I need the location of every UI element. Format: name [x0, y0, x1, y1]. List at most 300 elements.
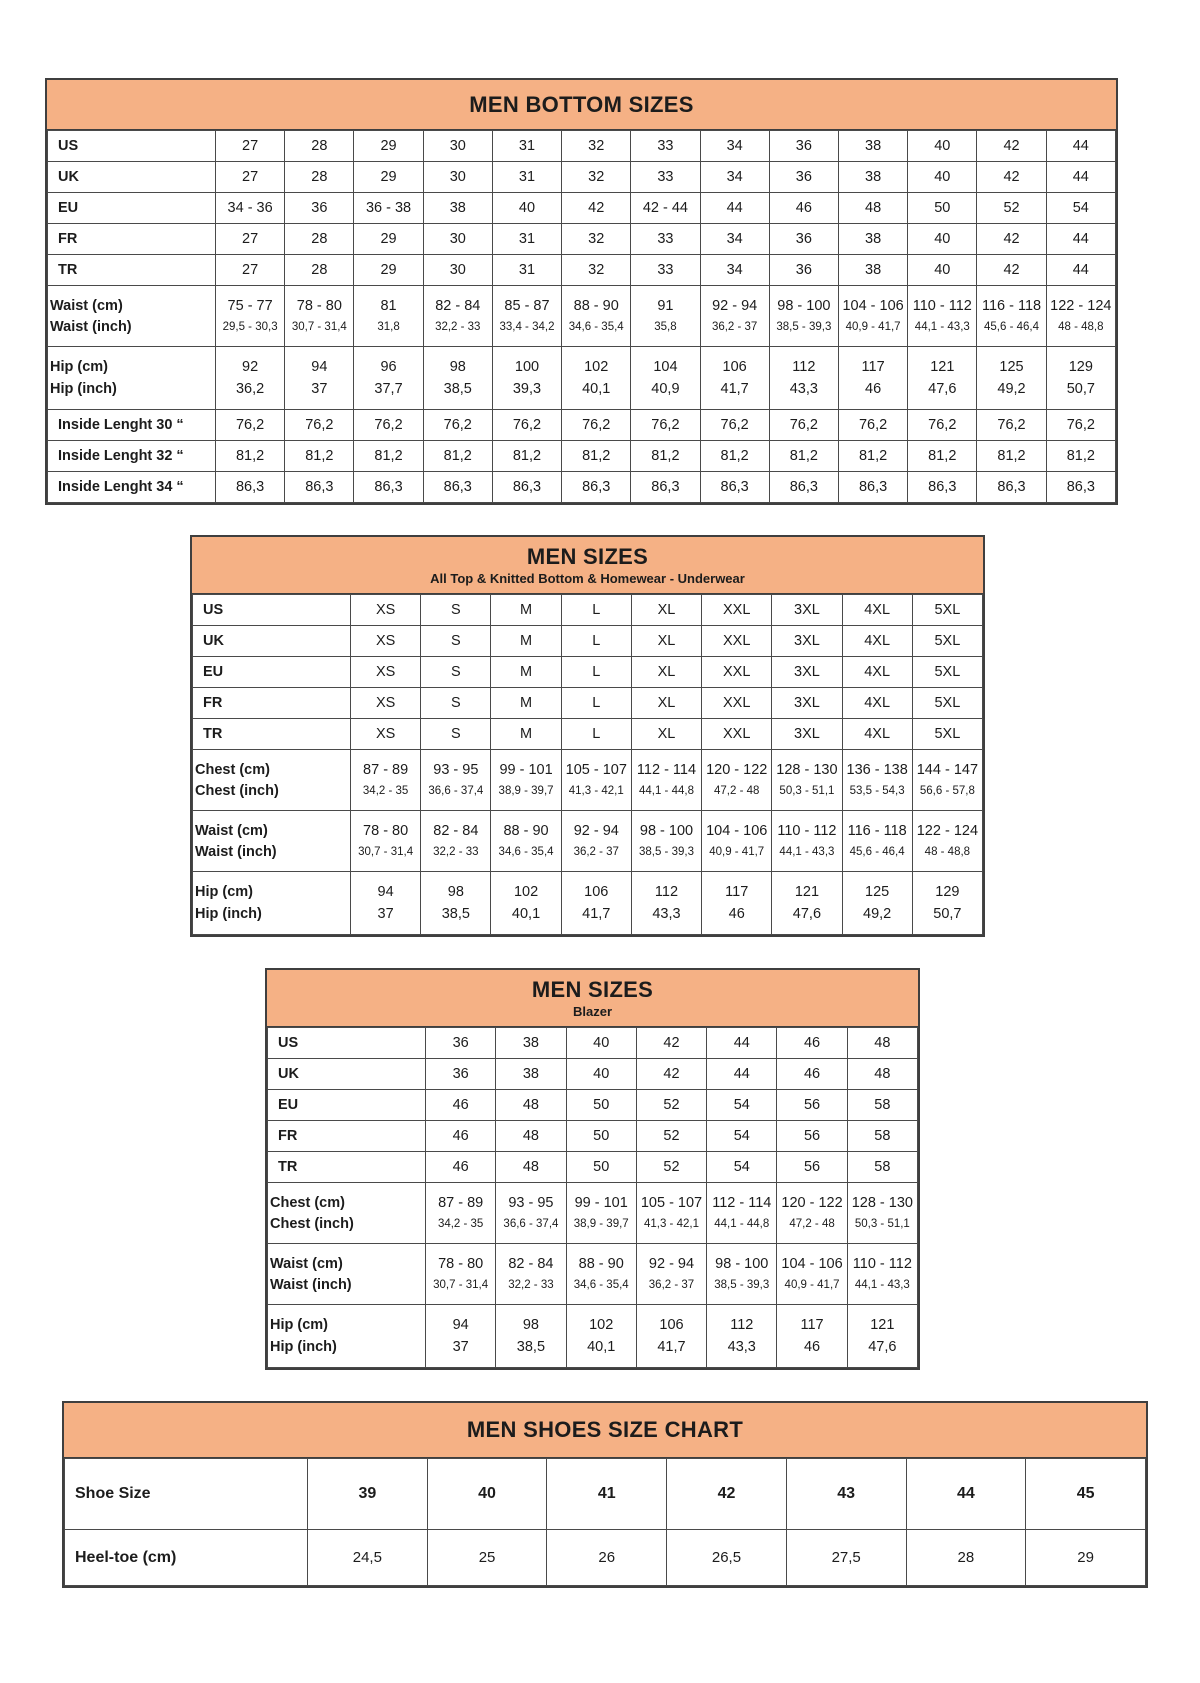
row-label-text: FR [58, 231, 78, 247]
table-row [268, 1090, 918, 1121]
size-value: 32 [588, 262, 605, 278]
size-cell [566, 1183, 636, 1244]
size-value: 3XL [794, 664, 820, 680]
size-value: 38,5 [441, 906, 470, 922]
size-value: 82 - 84 [508, 1256, 554, 1272]
size-cell [285, 224, 354, 255]
size-cell [631, 193, 700, 224]
size-value: 40,9 - 41,7 [784, 1279, 840, 1291]
size-value: 38 [522, 1066, 539, 1082]
row-label [268, 1059, 426, 1090]
size-cell [547, 1530, 667, 1586]
size-value: 76,2 [374, 417, 403, 433]
size-cell [216, 162, 285, 193]
size-value: 38,5 - 39,3 [638, 846, 694, 858]
size-value: 93 - 95 [508, 1195, 554, 1211]
size-value: 78 - 80 [296, 298, 342, 314]
size-value: L [592, 664, 601, 680]
size-value: 86,3 [443, 479, 472, 495]
size-cell [216, 347, 285, 410]
row-label [48, 410, 216, 441]
size-value: 33,4 - 34,2 [499, 321, 555, 333]
size-value: 30 [449, 231, 466, 247]
size-value: 58 [874, 1159, 891, 1175]
size-value: 48 [874, 1035, 891, 1051]
size-value: 44 [733, 1066, 750, 1082]
size-cell [847, 1244, 917, 1305]
size-cell [423, 472, 492, 503]
size-cell [636, 1028, 706, 1059]
size-value: 86,3 [858, 479, 888, 495]
size-cell [354, 410, 423, 441]
size-value: 33 [657, 231, 674, 247]
size-cell [496, 1244, 566, 1305]
size-value: 98 - 100 [715, 1256, 769, 1272]
size-value: 50,3 - 51,1 [779, 785, 835, 797]
size-cell [769, 224, 838, 255]
size-value: 110 - 112 [912, 298, 972, 314]
size-value: 46 [865, 381, 882, 397]
size-cell [496, 1305, 566, 1368]
row-label-text: Hip (cm) [270, 1317, 328, 1333]
row-label-text: Waist (inch) [195, 844, 277, 860]
size-value: 52 [663, 1097, 680, 1113]
size-cell [702, 719, 772, 750]
size-cell [354, 131, 423, 162]
size-cell [842, 688, 912, 719]
size-value: 76,2 [997, 417, 1026, 433]
size-cell [351, 657, 421, 688]
size-value: 37,7 [374, 381, 403, 397]
size-value: 4XL [864, 695, 891, 711]
size-value: 86,3 [789, 479, 818, 495]
size-value: 102 [584, 359, 609, 375]
size-value: 50 [593, 1097, 610, 1113]
size-value: 82 - 84 [433, 823, 479, 839]
size-cell [351, 750, 421, 811]
size-cell [702, 657, 772, 688]
size-value: 35,8 [654, 321, 677, 333]
size-value: 112 [654, 884, 679, 900]
row-label-text: Hip (cm) [50, 359, 108, 375]
size-cell [354, 224, 423, 255]
size-cell [496, 1152, 566, 1183]
size-cell [1046, 162, 1115, 193]
size-value: 88 - 90 [573, 298, 619, 314]
size-cell [285, 347, 354, 410]
size-value: 128 - 130 [776, 762, 838, 778]
size-value: 56,6 - 57,8 [919, 785, 975, 797]
size-cell [491, 719, 561, 750]
size-value: 36 - 38 [365, 200, 412, 216]
size-value: 86,3 [305, 479, 334, 495]
size-cell [216, 131, 285, 162]
size-value: 106 [659, 1317, 684, 1333]
size-value: 86,3 [582, 479, 611, 495]
size-cell [769, 347, 838, 410]
table-row [193, 595, 983, 626]
table-row [65, 1459, 1146, 1530]
size-cell [285, 472, 354, 503]
size-value: 34 [726, 231, 743, 247]
size-cell [707, 1152, 777, 1183]
size-cell [700, 224, 769, 255]
size-cell [700, 162, 769, 193]
size-value: 105 - 107 [640, 1195, 703, 1211]
size-value: 48 [522, 1097, 539, 1113]
row-label-text: Chest (cm) [195, 762, 270, 778]
size-cell [562, 255, 631, 286]
men-shoes-size-chart-table [62, 1401, 1148, 1588]
table-row [65, 1530, 1146, 1586]
size-cell [492, 286, 561, 347]
size-value: 42 [588, 200, 605, 216]
size-value: 85 - 87 [504, 298, 550, 314]
size-cell [636, 1152, 706, 1183]
table-subtitle: Blazer [572, 1004, 613, 1019]
size-value: 48 [874, 1066, 891, 1082]
table-row [193, 811, 983, 872]
size-value: 39 [358, 1485, 377, 1502]
size-cell [426, 1059, 496, 1090]
size-value: 50 [934, 200, 951, 216]
table-row [193, 719, 983, 750]
size-value: L [592, 726, 601, 742]
size-value: 25 [478, 1548, 496, 1566]
row-label [268, 1121, 426, 1152]
men-sizes-blazer-grid [267, 1027, 918, 1368]
size-cell [631, 224, 700, 255]
size-value: 136 - 138 [846, 762, 908, 778]
size-cell [354, 472, 423, 503]
size-value: 40,1 [582, 381, 611, 397]
size-value: 76,2 [305, 417, 334, 433]
size-cell [772, 595, 842, 626]
table-row [48, 162, 1116, 193]
size-value: 36 [795, 262, 812, 278]
size-value: 39,3 [512, 381, 542, 397]
size-cell [977, 162, 1046, 193]
size-value: 38,5 [443, 381, 472, 397]
size-value: 36 [795, 231, 812, 247]
size-cell [308, 1530, 428, 1586]
size-value: 104 - 106 [781, 1256, 843, 1272]
table-row [268, 1305, 918, 1368]
size-value: 44,1 - 43,3 [854, 1279, 910, 1291]
size-value: XS [375, 726, 396, 742]
size-value: 31 [518, 169, 536, 185]
size-value: 45,6 - 46,4 [849, 846, 905, 858]
row-label [48, 193, 216, 224]
size-cell [707, 1121, 777, 1152]
table-subtitle: All Top & Knitted Bottom & Homewear - Underwear [430, 571, 745, 586]
size-value: 38 [865, 138, 882, 154]
size-cell [566, 1244, 636, 1305]
size-cell [426, 1090, 496, 1121]
size-cell [838, 472, 907, 503]
size-value: 38,9 - 39,7 [573, 1218, 629, 1230]
size-cell [838, 162, 907, 193]
size-cell [772, 750, 842, 811]
size-value: 40 [934, 169, 951, 185]
size-value: XL [657, 726, 676, 742]
table-row [268, 1244, 918, 1305]
size-cell [491, 750, 561, 811]
size-value: 40 [593, 1035, 610, 1051]
size-cell [492, 193, 561, 224]
size-cell [562, 347, 631, 410]
size-value: 40 [478, 1485, 496, 1502]
size-cell [496, 1183, 566, 1244]
size-value: 29 [380, 262, 397, 278]
size-value: 50,3 - 51,1 [854, 1218, 910, 1230]
size-cell [354, 255, 423, 286]
size-value: 29 [1077, 1548, 1094, 1566]
size-value: 36,6 - 37,4 [428, 785, 484, 797]
row-label [48, 162, 216, 193]
size-value: 32,2 - 33 [433, 846, 479, 858]
size-cell [631, 441, 700, 472]
row-label [193, 811, 351, 872]
size-cell [636, 1183, 706, 1244]
size-cell [285, 193, 354, 224]
size-value: 38,5 - 39,3 [714, 1279, 770, 1291]
size-value: 92 - 94 [712, 298, 758, 314]
size-value: M [520, 664, 533, 680]
size-cell [842, 811, 912, 872]
size-value: 34 [726, 138, 743, 154]
size-cell [421, 811, 491, 872]
size-cell [912, 811, 982, 872]
size-cell [421, 688, 491, 719]
size-value: 81,2 [235, 448, 265, 464]
size-value: 44,1 - 44,8 [714, 1218, 770, 1230]
row-label [193, 872, 351, 935]
size-cell [562, 193, 631, 224]
size-value: 27 [242, 231, 259, 247]
size-value: 52 [663, 1128, 680, 1144]
size-value: 5XL [934, 726, 961, 742]
size-value: 46 [452, 1128, 469, 1144]
size-value: 117 [861, 359, 885, 375]
size-cell [421, 750, 491, 811]
size-value: 30,7 - 31,4 [291, 321, 347, 333]
size-value: 47,2 - 48 [714, 785, 760, 797]
size-value: 5XL [934, 633, 961, 649]
size-value: 34,6 - 35,4 [498, 846, 554, 858]
size-cell [423, 286, 492, 347]
size-cell [977, 441, 1046, 472]
size-cell [636, 1090, 706, 1121]
size-value: 27 [242, 262, 259, 278]
size-cell [285, 255, 354, 286]
size-value: 112 - 114 [636, 762, 697, 778]
size-value: 58 [874, 1128, 891, 1144]
row-label-text: US [203, 602, 224, 618]
size-value: 42 [1003, 231, 1020, 247]
size-cell [912, 626, 982, 657]
size-value: 50 [593, 1128, 610, 1144]
size-cell [566, 1028, 636, 1059]
size-value: 117 [800, 1317, 824, 1333]
size-cell [216, 193, 285, 224]
table-row [48, 347, 1116, 410]
row-label [48, 347, 216, 410]
size-value: 122 - 124 [1050, 298, 1112, 314]
size-value: 81,2 [928, 448, 957, 464]
size-cell [1046, 193, 1115, 224]
size-value: 50 [593, 1159, 610, 1175]
size-value: 117 [725, 884, 749, 900]
size-cell [631, 347, 700, 410]
size-cell [908, 410, 977, 441]
size-value: 41,7 [720, 381, 749, 397]
size-cell [1046, 131, 1115, 162]
size-value: 110 - 112 [852, 1256, 912, 1272]
size-value: 48 - 48,8 [924, 846, 971, 858]
size-cell [847, 1121, 917, 1152]
size-value: 38,5 [516, 1339, 546, 1355]
row-label [268, 1152, 426, 1183]
size-cell [308, 1459, 428, 1530]
size-value: 120 - 122 [706, 762, 768, 778]
size-cell [566, 1059, 636, 1090]
men-sizes-top-grid [192, 594, 983, 935]
size-value: 93 - 95 [433, 762, 479, 778]
size-cell [492, 472, 561, 503]
size-cell [491, 657, 561, 688]
size-cell [772, 657, 842, 688]
size-value: 42 [1003, 169, 1020, 185]
size-value: 37 [452, 1339, 469, 1355]
size-cell [566, 1121, 636, 1152]
row-label-text: FR [278, 1128, 298, 1144]
row-label-text: Inside Lenght 34 “ [58, 479, 184, 495]
size-value: 121 [794, 884, 820, 900]
size-cell [426, 1305, 496, 1368]
row-label [268, 1183, 426, 1244]
size-value: 31 [518, 138, 536, 154]
size-cell [354, 193, 423, 224]
size-value: 81 [380, 298, 397, 314]
size-value: S [450, 664, 461, 680]
size-value: 116 - 118 [847, 823, 907, 839]
size-value: XL [657, 664, 676, 680]
size-value: 58 [874, 1097, 891, 1113]
size-cell [912, 872, 982, 935]
size-value: 54 [1072, 200, 1089, 216]
size-value: 78 - 80 [438, 1256, 484, 1272]
size-cell [838, 441, 907, 472]
row-label [48, 441, 216, 472]
size-value: 92 [242, 359, 259, 375]
size-cell [700, 193, 769, 224]
size-value: 121 [870, 1317, 895, 1333]
size-value: 86,3 [928, 479, 957, 495]
size-value: 102 [589, 1317, 614, 1333]
size-cell [491, 626, 561, 657]
size-value: 42 [717, 1485, 736, 1502]
size-cell [842, 719, 912, 750]
size-value: 42 [663, 1066, 680, 1082]
size-cell [285, 410, 354, 441]
size-cell [786, 1459, 906, 1530]
size-value: XXL [722, 633, 751, 649]
table-row [268, 1059, 918, 1090]
row-label [193, 688, 351, 719]
size-value: 42 - 44 [642, 200, 688, 216]
size-value: 34 [726, 262, 743, 278]
size-cell [847, 1028, 917, 1059]
size-cell [491, 688, 561, 719]
size-value: 41,7 [657, 1339, 686, 1355]
size-value: 81,2 [582, 448, 611, 464]
size-value: 44 [1072, 169, 1089, 185]
size-value: 98 [449, 359, 466, 375]
size-cell [216, 255, 285, 286]
size-cell [561, 872, 631, 935]
size-value: 40 [593, 1066, 610, 1082]
size-value: 76,2 [235, 417, 265, 433]
size-value: 33 [657, 169, 674, 185]
size-value: 87 - 89 [438, 1195, 484, 1211]
size-value: 47,2 - 48 [789, 1218, 835, 1230]
row-label [48, 224, 216, 255]
row-label [193, 626, 351, 657]
size-cell [906, 1530, 1026, 1586]
size-cell [772, 811, 842, 872]
men-shoes-grid [64, 1458, 1146, 1586]
size-value: 43 [837, 1485, 856, 1502]
size-value: 53,5 - 54,3 [849, 785, 905, 797]
size-cell [707, 1244, 777, 1305]
size-cell [838, 347, 907, 410]
size-cell [777, 1059, 847, 1090]
size-cell [631, 595, 701, 626]
size-cell [700, 472, 769, 503]
size-value: 112 [792, 359, 816, 375]
size-cell [423, 193, 492, 224]
size-cell [631, 811, 701, 872]
size-cell [707, 1305, 777, 1368]
size-value: 76,2 [720, 417, 749, 433]
size-value: XS [375, 602, 396, 618]
size-cell [838, 286, 907, 347]
table-row [48, 224, 1116, 255]
size-cell [702, 595, 772, 626]
size-cell [492, 347, 561, 410]
size-cell [285, 162, 354, 193]
size-cell [977, 224, 1046, 255]
size-value: 112 [730, 1317, 754, 1333]
size-cell [492, 255, 561, 286]
size-cell [1046, 255, 1115, 286]
size-value: 38 [865, 262, 882, 278]
row-label [48, 472, 216, 503]
size-cell [423, 255, 492, 286]
size-value: 4XL [864, 726, 891, 742]
row-label-text: FR [203, 695, 223, 711]
size-cell [769, 255, 838, 286]
size-cell [908, 255, 977, 286]
size-cell [561, 688, 631, 719]
table-title: MEN SIZES [526, 544, 649, 569]
size-cell [631, 719, 701, 750]
size-cell [1046, 347, 1115, 410]
size-value: 36,2 - 37 [573, 846, 619, 858]
size-value: 34 - 36 [227, 200, 273, 216]
size-value: 98 [447, 884, 464, 900]
